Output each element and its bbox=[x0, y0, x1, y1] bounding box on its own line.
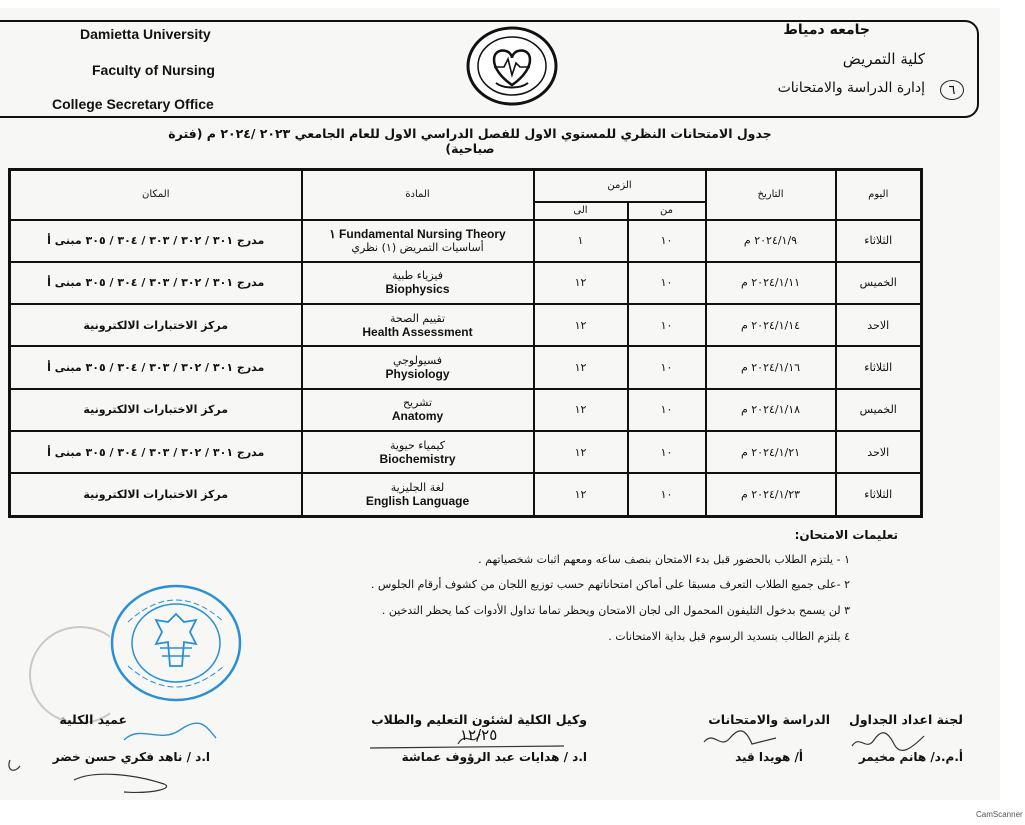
cell-place: مركز الاختبارات الالكترونية bbox=[10, 473, 302, 516]
cell-from: ١٠ bbox=[628, 262, 706, 304]
cell-to: ١ bbox=[534, 220, 628, 262]
table-row bbox=[10, 304, 922, 346]
schedule-committee-name: أ.م.د/ هانم مخيمر bbox=[858, 750, 963, 764]
instruction-item: ٤ يلتزم الطالب بتسديد الرسوم قبل بداية الامتحانات . bbox=[608, 630, 850, 643]
cell-place: مدرج ٣٠١ / ٣٠٢ / ٣٠٣ / ٣٠٤ / ٣٠٥ مبنى أ bbox=[10, 262, 302, 304]
cell-day: الخميس bbox=[836, 262, 922, 304]
cell-date: ٢٠٢٤/١/١٨ م bbox=[706, 389, 836, 431]
cell-date: ٢٠٢٤/١/١١ م bbox=[706, 262, 836, 304]
cell-date: ٢٠٢٤/١/١٤ م bbox=[706, 304, 836, 346]
subject-en: Biochemistry bbox=[379, 451, 456, 466]
faculty-name-ar: كلية التمريض bbox=[842, 50, 925, 68]
instruction-item: ١ - يلتزم الطلاب بالحضور قبل بدء الامتحان بنصف ساعه ومعهم اثبات شخصياتهم . bbox=[478, 553, 850, 566]
table-row bbox=[10, 431, 922, 473]
cell-from: ١٠ bbox=[628, 431, 706, 473]
table-row bbox=[10, 220, 922, 262]
cell-subject bbox=[302, 220, 534, 262]
cell-day: الاحد bbox=[836, 431, 922, 473]
table-row bbox=[10, 262, 922, 304]
dean-name: ا.د / ناهد فكري حسن خضر bbox=[52, 750, 210, 764]
instruction-item: ٣ لن يسمح بدخول التليفون المحمول الى لجان الامتحان ويحظر تماما تداول الأدوات كما يحظر التدخين . bbox=[381, 604, 850, 617]
cell-date: ٢٠٢٤/١/٢١ م bbox=[706, 431, 836, 473]
cell-subject bbox=[302, 304, 534, 346]
cell-day: الخميس bbox=[836, 389, 922, 431]
vice-dean-name: ا.د / هدايات عبد الرؤوف عماشة bbox=[401, 750, 587, 764]
header-from: من bbox=[628, 202, 706, 220]
cell-place: مدرج ٣٠١ / ٣٠٢ / ٣٠٣ / ٣٠٤ / ٣٠٥ مبنى أ bbox=[10, 431, 302, 473]
cell-day: الثلاثاء bbox=[836, 346, 922, 388]
cell-date: ٢٠٢٤/١/١٦ م bbox=[706, 346, 836, 388]
cell-day: الاحد bbox=[836, 304, 922, 346]
office-name-ar: إدارة الدراسة والامتحانات bbox=[777, 80, 925, 96]
header-day: اليوم bbox=[836, 170, 922, 220]
schedule-committee-title: لجنة اعداد الجداول bbox=[849, 712, 963, 727]
header-date: التاريخ bbox=[706, 170, 836, 220]
cell-subject bbox=[302, 346, 534, 388]
cell-from: ١٠ bbox=[628, 389, 706, 431]
cell-to: ١٢ bbox=[534, 262, 628, 304]
cell-day: الثلاثاء bbox=[836, 220, 922, 262]
cell-subject bbox=[302, 262, 534, 304]
cell-to: ١٢ bbox=[534, 346, 628, 388]
subject-en: Biophysics bbox=[385, 282, 450, 297]
cell-day: الثلاثاء bbox=[836, 473, 922, 516]
nursing-faculty-logo-icon bbox=[466, 25, 558, 107]
cell-from: ١٠ bbox=[628, 346, 706, 388]
subject-ar: تشريح bbox=[402, 396, 433, 410]
cell-to: ١٢ bbox=[534, 304, 628, 346]
table-row bbox=[10, 473, 922, 516]
cell-to: ١٢ bbox=[534, 431, 628, 473]
dean-title: عميد الكلية bbox=[59, 712, 127, 727]
subject-ar: كيمياء حيوية bbox=[389, 438, 446, 452]
cell-to: ١٢ bbox=[534, 389, 628, 431]
cell-place: مدرج ٣٠١ / ٣٠٢ / ٣٠٣ / ٣٠٤ / ٣٠٥ مبنى أ bbox=[10, 220, 302, 262]
subject-en: Fundamental Nursing Theory ١ bbox=[329, 227, 506, 242]
cell-place: مركز الاختبارات الالكترونية bbox=[10, 389, 302, 431]
university-name-en: Damietta University bbox=[80, 26, 211, 42]
cell-subject bbox=[302, 431, 534, 473]
table-row bbox=[10, 346, 922, 388]
subject-en: English Language bbox=[365, 494, 470, 509]
signature-scribble-icon bbox=[4, 740, 204, 800]
subject-en: Health Assessment bbox=[362, 324, 473, 339]
subject-ar: لغة الجليزية bbox=[390, 481, 445, 495]
cell-from: ١٠ bbox=[628, 220, 706, 262]
subject-ar: فسيولوجي bbox=[392, 354, 443, 368]
instruction-item: ٢ -على جميع الطلاب التعرف مسبقا على أماكن امتحاناتهم حسب توزيع اللجان من كشوف أرقام الجلوس . bbox=[370, 578, 850, 591]
table-row bbox=[10, 389, 922, 431]
cell-place: مدرج ٣٠١ / ٣٠٢ / ٣٠٣ / ٣٠٤ / ٣٠٥ مبنى أ bbox=[10, 346, 302, 388]
cell-subject bbox=[302, 473, 534, 516]
vice-dean-date: ١٢/٢٥ bbox=[460, 726, 498, 744]
cell-to: ١٢ bbox=[534, 473, 628, 516]
instructions-title: تعليمات الامتحان: bbox=[794, 528, 898, 542]
header-time: الزمن bbox=[534, 170, 706, 202]
cell-from: ١٠ bbox=[628, 304, 706, 346]
university-seal-icon bbox=[108, 582, 244, 704]
studies-title: الدراسة والامتحانات bbox=[708, 712, 830, 727]
header-subject: المادة bbox=[302, 170, 534, 220]
subject-en: Anatomy bbox=[391, 409, 444, 424]
faculty-name-en: Faculty of Nursing bbox=[92, 62, 215, 78]
cell-date: ٢٠٢٤/١/٢٣ م bbox=[706, 473, 836, 516]
cell-place: مركز الاختبارات الالكترونية bbox=[10, 304, 302, 346]
page-title: جدول الامتحانات النظري للمستوي الاول للفصل الدراسي الاول للعام الجامعي ٢٠٢٣ /٢٠٢٤ م (فترة صباحية) bbox=[168, 126, 772, 156]
subject-ar: أساسيات التمريض (١) نظري bbox=[351, 241, 484, 255]
cell-from: ١٠ bbox=[628, 473, 706, 516]
scanner-brand-label: CamScanner bbox=[976, 810, 1023, 819]
university-name-ar: جامعه دمياط bbox=[783, 22, 870, 38]
vice-dean-title: وكيل الكلية لشئون التعليم والطلاب bbox=[371, 712, 587, 727]
subject-ar: تقييم الصحة bbox=[389, 311, 446, 325]
header-place: المكان bbox=[10, 170, 302, 220]
page-number-badge: ٦ bbox=[940, 80, 964, 100]
office-name-en: College Secretary Office bbox=[52, 96, 214, 112]
header-to: الى bbox=[534, 202, 628, 220]
studies-name: أ/ هويدا قيد bbox=[735, 750, 803, 764]
subject-en: Physiology bbox=[385, 367, 450, 382]
exam-schedule-table bbox=[8, 168, 923, 518]
subject-ar: فيزياء طبية bbox=[391, 269, 444, 283]
cell-subject bbox=[302, 389, 534, 431]
cell-date: ٢٠٢٤/١/٩ م bbox=[706, 220, 836, 262]
